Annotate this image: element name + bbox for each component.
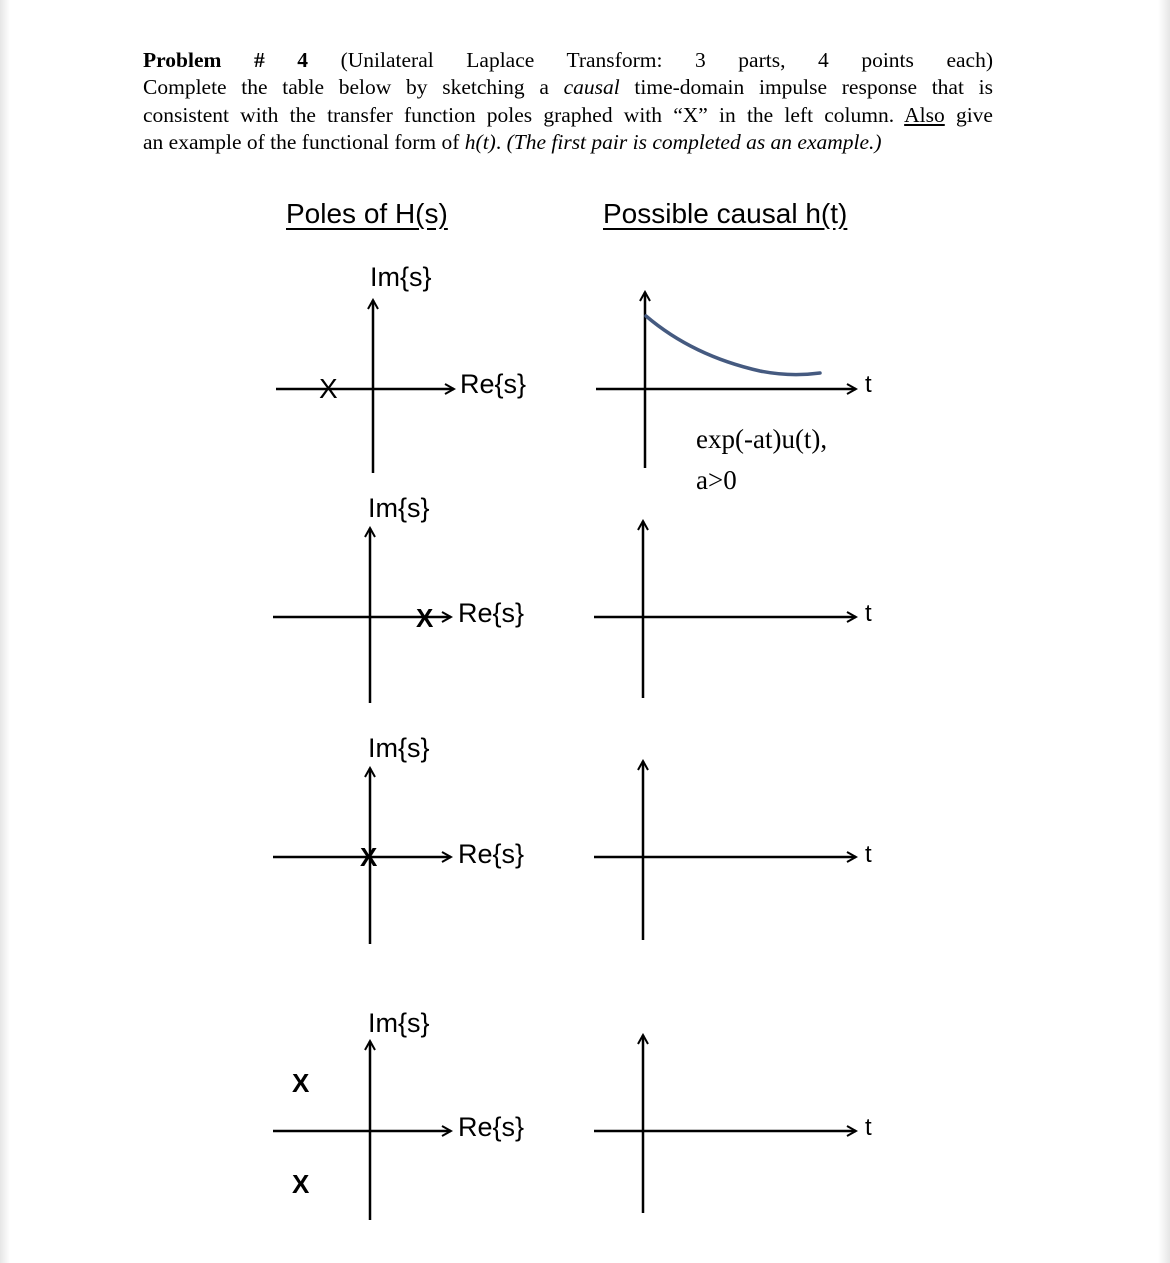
imag-axis-label: Im{s} (370, 262, 432, 292)
example-note: (The first pair is completed as an example.) (506, 129, 882, 154)
imag-axis-label: Im{s} (368, 493, 430, 523)
pole-marker-origin: X (360, 842, 378, 872)
real-axis-label: Re{s} (458, 839, 525, 869)
time-plot-row-2 (594, 521, 856, 698)
decaying-exponential-curve (646, 316, 820, 375)
column-heading-causal-h: Possible causal h(t) (603, 198, 848, 229)
imag-axis-label: Im{s} (368, 733, 430, 763)
text-fragment: give (944, 102, 993, 127)
imag-axis-label: Im{s} (368, 1008, 430, 1038)
also-underlined: Also (904, 102, 945, 127)
problem-heading-detail: (Unilateral Laplace Transform: 3 parts, 4 points each) (308, 48, 993, 72)
text-fragment: time-domain impulse response that is (619, 75, 993, 100)
time-axis-label: t (865, 600, 872, 627)
text-fragment: . (495, 129, 507, 154)
time-axis-label: t (865, 841, 872, 868)
text-fragment: an example of the functional form of (143, 129, 465, 154)
text-fragment: consistent with the transfer function poles graphed with “X” in the left column. (143, 102, 905, 127)
time-plot-row-4 (594, 1035, 856, 1213)
pole-marker-left-real: X (319, 373, 338, 404)
time-plot-row-3 (594, 761, 856, 940)
time-axis-label: t (865, 1114, 872, 1141)
causal-emphasis: causal (563, 75, 620, 100)
example-condition: a>0 (696, 465, 737, 495)
real-axis-label: Re{s} (460, 369, 527, 399)
text-fragment: Complete the table below by sketching a (143, 75, 564, 100)
pole-marker-lower-conjugate: X (292, 1169, 310, 1199)
example-formula: exp(-at)u(t), (696, 424, 828, 454)
s-plane-row-1 (276, 300, 454, 473)
real-axis-label: Re{s} (458, 1112, 525, 1142)
pole-marker-right-real: X (416, 603, 434, 633)
time-axis-label: t (865, 371, 872, 398)
column-heading-poles: Poles of H(s) (286, 198, 448, 229)
problem-heading: Problem # 4 (143, 48, 309, 72)
h-of-t: h(t) (464, 129, 496, 154)
real-axis-label: Re{s} (458, 598, 525, 628)
pole-marker-upper-conjugate: X (292, 1068, 310, 1098)
